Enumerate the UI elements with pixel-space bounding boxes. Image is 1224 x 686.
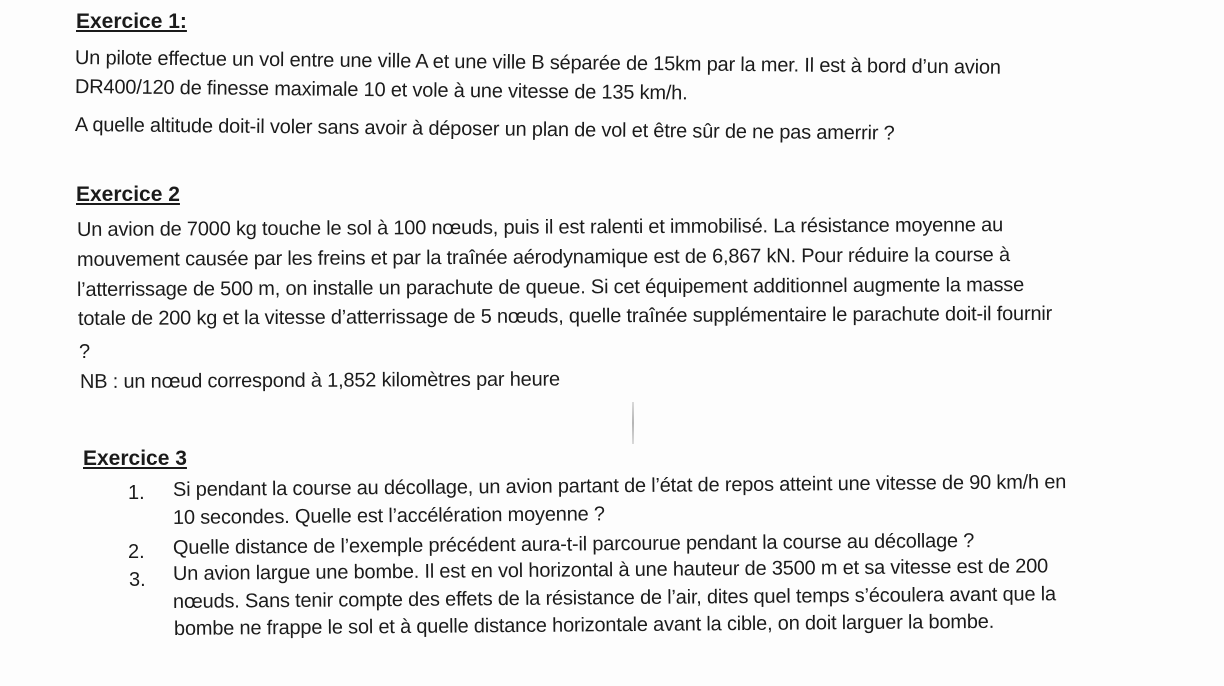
exercise-1-title: Exercice 1: — [76, 10, 187, 33]
exercise-1-question: A quelle altitude doit-il voler sans avoir à déposer un plan de vol et être sûr de ne pas amerrir ? — [74, 114, 895, 145]
exercise-2-line: totale de 200 kg et la vitesse d’atterrissage de 5 nœuds, quelle traînée supplémentaire le parachute doit-il fournir — [77, 302, 1053, 330]
exercise-3-title: Exercice 3 — [83, 447, 187, 470]
scan-mark — [632, 402, 634, 444]
exercise-2-title: Exercice 2 — [76, 183, 180, 206]
list-item-line: 10 secondes. Quelle est l’accélération moyenne ? — [172, 503, 605, 529]
exercise-2-line: ? — [79, 341, 90, 363]
list-item-number: 3. — [129, 569, 146, 591]
exercise-2-line: mouvement causée par les freins et par la traînée aérodynamique est de 6,867 kN. Pour réduire la course à — [76, 244, 1010, 271]
list-item-line: Quelle distance de l’exemple précédent aura-t-il parcourue pendant la course au décollage ? — [172, 530, 975, 559]
list-item-number: 1. — [128, 482, 145, 504]
exercise-1-line: DR400/120 de finesse maximale 10 et vole à une vitesse de 135 km/h. — [74, 76, 688, 105]
list-item-line: Si pendant la course au décollage, un avion partant de l’état de repos atteint une vitesse de 90 km/h en — [172, 471, 1067, 501]
exercise-1-line: Un pilote effectue un vol entre une ville A et une ville B séparée de 15km par la mer. Il est à bord d’un avion — [74, 47, 1001, 79]
list-item-line: bombe ne frappe le sol et à quelle distance horizontale avant la cible, on doit larguer la bombe. — [173, 610, 995, 640]
list-item-number: 2. — [128, 541, 145, 563]
exercise-2-line: Un avion de 7000 kg touche le sol à 100 nœuds, puis il est ralenti et immobilisé. La résistance moyenne au — [76, 214, 1004, 241]
exercise-2-line: l’atterrissage de 500 m, on installe un parachute de queue. Si cet équipement additionnel augmente la masse — [76, 274, 1025, 301]
list-item-line: Un avion largue une bombe. Il est en vol horizontal à une hauteur de 3500 m et sa vitesse est de 200 — [172, 555, 1049, 585]
list-item-line: nœuds. Sans tenir compte des effets de la résistance de l’air, dites quel temps s’écoulera avant que la — [172, 583, 1056, 613]
exercise-2-note: NB : un nœud correspond à 1,852 kilomètres par heure — [79, 368, 560, 393]
